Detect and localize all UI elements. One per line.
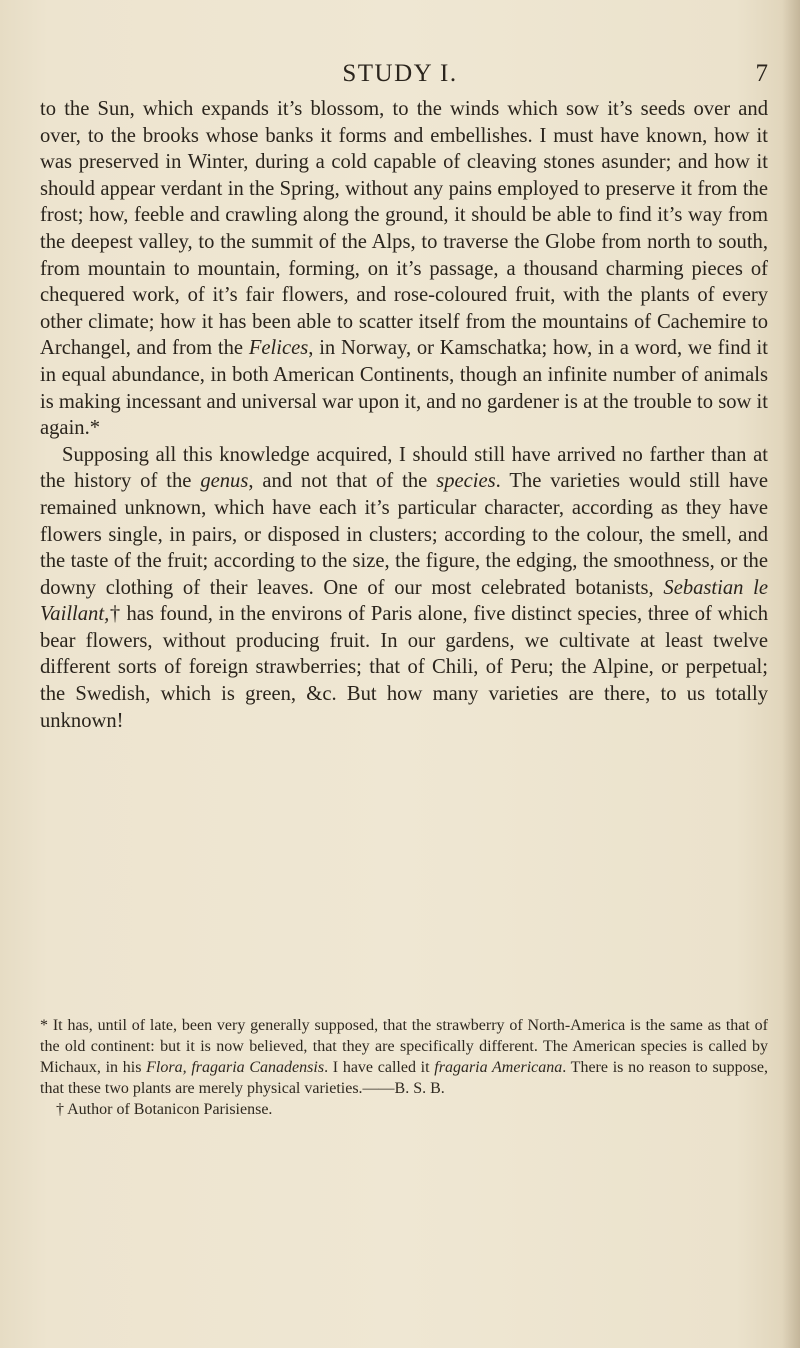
- italic-felices: Felices: [248, 337, 309, 360]
- footnote-2: † Author of Botanicon Parisiense.: [56, 1101, 273, 1118]
- paragraph-2: [40, 442, 768, 735]
- main-text: [40, 96, 768, 734]
- running-head: STUDY I.: [342, 60, 458, 87]
- paragraph-2-text-c: . The varieties would still have remained unknown, which have each it’s particular character, according as they have flowers single, in pairs, or disposed in clusters; according to the colour, the smell, and the taste of the fruit; according to the size, the figure, the edging, the smoothness, or the downy clothing of their leaves. One of our most celebrated botanists,: [40, 470, 768, 599]
- paragraph-2-text-a: Supposing all this knowledge acquired, I should still have arrived no farther than at the history of the: [40, 443, 768, 493]
- footnote-1: [40, 1015, 768, 1099]
- paragraph-1: [40, 96, 768, 442]
- footnote-1-text-a: * It has, until of late, been very generally supposed, that the strawberry of North-America is the same as that of the old continent: but it is now believed, that they are specifically different. The American species is called by Michaux, in his: [40, 1017, 768, 1076]
- footnote-1-text-c: . There is no reason to suppose, that these two plants are merely physical varieties.——B. S. B.: [40, 1059, 768, 1097]
- page-number: 7: [755, 60, 768, 87]
- italic-genus: genus: [200, 470, 249, 493]
- paragraph-2-text-d: † has found, in the environs of Paris alone, five distinct species, three of which bear flowers, without producing fruit. In our gardens, we cultivate at least twelve different sorts of foreign strawberries; that of Chili, of Peru; the Alpine, or perpetual; the Swedish, which is green, &c. But how many varieties are there, to us totally unknown!: [40, 603, 768, 732]
- italic-species: species: [436, 470, 496, 493]
- paragraph-1-text-a: to the Sun, which expands it’s blossom, to the winds which sow it’s seeds over and over, to the brooks whose banks it forms and embellishes. I must have known, how it was preserved in Winter, during a cold capable of cleaving stones asunder; and how it should appear verdant in the Spring, without any pains employed to preserve it from the frost; how, feeble and crawling along the ground, it should be able to find it’s way from the deepest valley, to the summit of the Alps, to traverse the Globe from north to south, from mountain to mountain, forming, on it’s passage, a thousand charming pieces of chequered work, of it’s fair flowers, and rose-coloured fruit, with the plants of every other climate; how it has been able to scatter itself from the mountains of Cachemire to Archangel, and from the: [40, 98, 768, 360]
- footnotes: [40, 1015, 768, 1120]
- footnote-1-text-b: . I have called it: [324, 1059, 435, 1076]
- italic-fragaria: fragaria Americana: [434, 1059, 563, 1076]
- page-header: [0, 60, 800, 96]
- page-edge-shadow: [782, 0, 800, 1348]
- paragraph-2-text-b: , and not that of the: [248, 470, 437, 493]
- paragraph-1-text-b: , in Norway, or Kamschatka; how, in a word, we find it in equal abundance, in both American Continents, though an infinite number of animals is making incessant and universal war upon it, and no gardener is at the trouble to sow it again.*: [40, 337, 768, 440]
- italic-flora: Flora, fragaria Canadensis: [146, 1059, 325, 1076]
- italic-vaillant: Sebastian le Vaillant,: [40, 576, 769, 626]
